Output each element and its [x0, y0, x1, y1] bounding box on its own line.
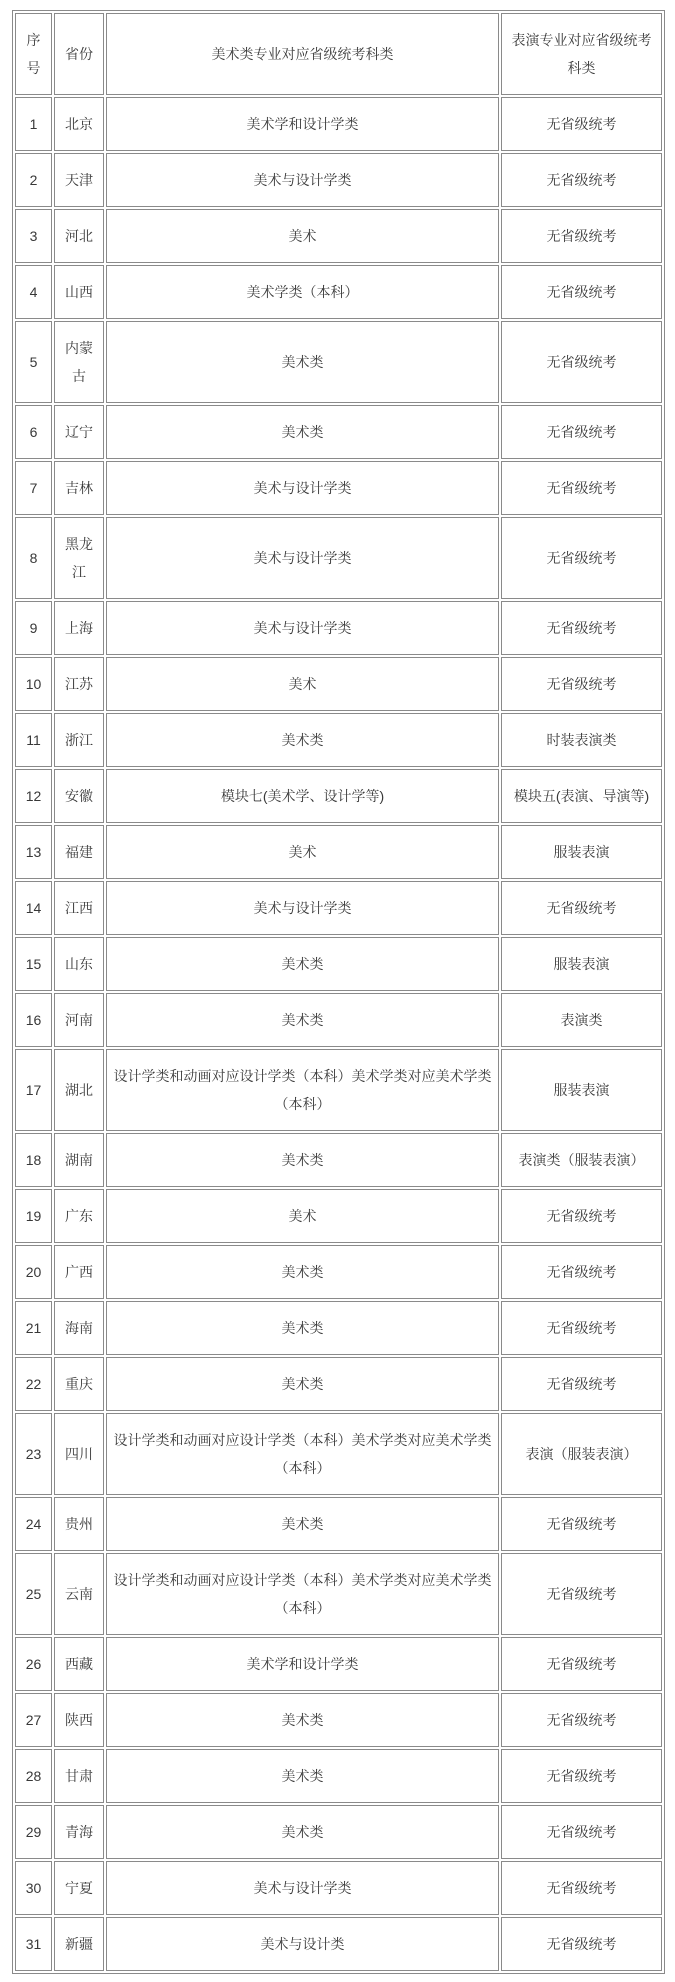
- performance-category-cell: 服装表演: [501, 937, 662, 991]
- art-category-cell: 美术类: [106, 1357, 499, 1411]
- row-number-cell: 30: [15, 1861, 52, 1915]
- header-province: 省份: [54, 13, 104, 95]
- performance-category-cell: 无省级统考: [501, 1805, 662, 1859]
- art-category-cell: 美术类: [106, 1133, 499, 1187]
- performance-category-cell: 无省级统考: [501, 405, 662, 459]
- performance-category-cell: 无省级统考: [501, 1497, 662, 1551]
- province-cell: 西藏: [54, 1637, 104, 1691]
- table-row: [15, 1693, 662, 1747]
- table-row: [15, 1413, 662, 1495]
- province-cell: 宁夏: [54, 1861, 104, 1915]
- art-category-cell: 美术类: [106, 321, 499, 403]
- row-number-cell: 14: [15, 881, 52, 935]
- table-row: [15, 1301, 662, 1355]
- art-category-cell: 设计学类和动画对应设计学类（本科）美术学类对应美术学类（本科）: [106, 1049, 499, 1131]
- table-row: [15, 937, 662, 991]
- performance-category-cell: 无省级统考: [501, 657, 662, 711]
- performance-category-cell: 无省级统考: [501, 1749, 662, 1803]
- row-number-cell: 23: [15, 1413, 52, 1495]
- table-row: [15, 153, 662, 207]
- header-performance-category: 表演专业对应省级统考科类: [501, 13, 662, 95]
- row-number-cell: 31: [15, 1917, 52, 1971]
- table-row: [15, 1049, 662, 1131]
- row-number-cell: 4: [15, 265, 52, 319]
- row-number-cell: 8: [15, 517, 52, 599]
- art-category-cell: 美术与设计学类: [106, 461, 499, 515]
- art-category-cell: 美术与设计学类: [106, 153, 499, 207]
- table-row: [15, 1637, 662, 1691]
- province-cell: 北京: [54, 97, 104, 151]
- table-row: [15, 1189, 662, 1243]
- province-cell: 陕西: [54, 1693, 104, 1747]
- row-number-cell: 24: [15, 1497, 52, 1551]
- performance-category-cell: 模块五(表演、导演等): [501, 769, 662, 823]
- performance-category-cell: 时装表演类: [501, 713, 662, 767]
- table-row: [15, 713, 662, 767]
- table-row: [15, 321, 662, 403]
- province-cell: 重庆: [54, 1357, 104, 1411]
- art-category-cell: 模块七(美术学、设计学等): [106, 769, 499, 823]
- province-cell: 上海: [54, 601, 104, 655]
- province-cell: 湖北: [54, 1049, 104, 1131]
- header-art-category: 美术类专业对应省级统考科类: [106, 13, 499, 95]
- province-cell: 云南: [54, 1553, 104, 1635]
- table-body: [15, 97, 662, 1971]
- art-category-cell: 美术: [106, 825, 499, 879]
- art-category-cell: 美术类: [106, 993, 499, 1047]
- province-cell: 河北: [54, 209, 104, 263]
- row-number-cell: 25: [15, 1553, 52, 1635]
- row-number-cell: 13: [15, 825, 52, 879]
- performance-category-cell: 无省级统考: [501, 1861, 662, 1915]
- performance-category-cell: 无省级统考: [501, 321, 662, 403]
- table-row: [15, 657, 662, 711]
- province-cell: 江苏: [54, 657, 104, 711]
- province-cell: 新疆: [54, 1917, 104, 1971]
- province-cell: 贵州: [54, 1497, 104, 1551]
- art-category-cell: 美术学类（本科）: [106, 265, 499, 319]
- performance-category-cell: 无省级统考: [501, 517, 662, 599]
- row-number-cell: 1: [15, 97, 52, 151]
- art-category-cell: 美术类: [106, 713, 499, 767]
- table-row: [15, 209, 662, 263]
- header-row-number: 序号: [15, 13, 52, 95]
- performance-category-cell: 服装表演: [501, 825, 662, 879]
- row-number-cell: 11: [15, 713, 52, 767]
- row-number-cell: 5: [15, 321, 52, 403]
- row-number-cell: 27: [15, 1693, 52, 1747]
- art-category-cell: 美术类: [106, 405, 499, 459]
- art-category-cell: 美术与设计学类: [106, 517, 499, 599]
- row-number-cell: 12: [15, 769, 52, 823]
- row-number-cell: 18: [15, 1133, 52, 1187]
- performance-category-cell: 无省级统考: [501, 1917, 662, 1971]
- performance-category-cell: 无省级统考: [501, 153, 662, 207]
- table-row: [15, 265, 662, 319]
- performance-category-cell: 无省级统考: [501, 1357, 662, 1411]
- province-cell: 河南: [54, 993, 104, 1047]
- province-cell: 辽宁: [54, 405, 104, 459]
- art-category-cell: 美术类: [106, 937, 499, 991]
- row-number-cell: 2: [15, 153, 52, 207]
- art-category-cell: 美术学和设计学类: [106, 1637, 499, 1691]
- art-category-cell: 设计学类和动画对应设计学类（本科）美术学类对应美术学类（本科）: [106, 1553, 499, 1635]
- row-number-cell: 9: [15, 601, 52, 655]
- row-number-cell: 3: [15, 209, 52, 263]
- province-cell: 山东: [54, 937, 104, 991]
- performance-category-cell: 无省级统考: [501, 1245, 662, 1299]
- table-row: [15, 1497, 662, 1551]
- table-row: [15, 1917, 662, 1971]
- row-number-cell: 16: [15, 993, 52, 1047]
- art-category-cell: 美术类: [106, 1497, 499, 1551]
- table-row: [15, 97, 662, 151]
- row-number-cell: 26: [15, 1637, 52, 1691]
- table-row: [15, 881, 662, 935]
- province-cell: 江西: [54, 881, 104, 935]
- province-cell: 浙江: [54, 713, 104, 767]
- performance-category-cell: 无省级统考: [501, 1189, 662, 1243]
- row-number-cell: 20: [15, 1245, 52, 1299]
- art-category-cell: 美术: [106, 209, 499, 263]
- row-number-cell: 7: [15, 461, 52, 515]
- art-category-cell: 美术类: [106, 1805, 499, 1859]
- art-category-cell: 美术与设计学类: [106, 601, 499, 655]
- performance-category-cell: 无省级统考: [501, 1637, 662, 1691]
- table-row: [15, 1553, 662, 1635]
- table-row: [15, 993, 662, 1047]
- art-category-cell: 美术类: [106, 1693, 499, 1747]
- table-row: [15, 601, 662, 655]
- row-number-cell: 19: [15, 1189, 52, 1243]
- performance-category-cell: 表演（服装表演）: [501, 1413, 662, 1495]
- province-cell: 海南: [54, 1301, 104, 1355]
- table-row: [15, 1357, 662, 1411]
- performance-category-cell: 无省级统考: [501, 881, 662, 935]
- table-row: [15, 769, 662, 823]
- row-number-cell: 15: [15, 937, 52, 991]
- row-number-cell: 6: [15, 405, 52, 459]
- table-row: [15, 461, 662, 515]
- row-number-cell: 17: [15, 1049, 52, 1131]
- table-row: [15, 1861, 662, 1915]
- province-cell: 内蒙古: [54, 321, 104, 403]
- performance-category-cell: 无省级统考: [501, 1693, 662, 1747]
- province-cell: 福建: [54, 825, 104, 879]
- performance-category-cell: 表演类: [501, 993, 662, 1047]
- performance-category-cell: 无省级统考: [501, 265, 662, 319]
- province-cell: 天津: [54, 153, 104, 207]
- table-row: [15, 825, 662, 879]
- province-cell: 安徽: [54, 769, 104, 823]
- province-cell: 广西: [54, 1245, 104, 1299]
- performance-category-cell: 服装表演: [501, 1049, 662, 1131]
- art-category-cell: 美术与设计类: [106, 1917, 499, 1971]
- art-category-cell: 美术类: [106, 1301, 499, 1355]
- table-row: [15, 1805, 662, 1859]
- province-exam-category-table: [12, 10, 665, 1974]
- province-cell: 广东: [54, 1189, 104, 1243]
- table-row: [15, 405, 662, 459]
- province-cell: 吉林: [54, 461, 104, 515]
- table-row: [15, 1245, 662, 1299]
- table-header-row: [15, 13, 662, 95]
- table-row: [15, 517, 662, 599]
- province-cell: 湖南: [54, 1133, 104, 1187]
- art-category-cell: 设计学类和动画对应设计学类（本科）美术学类对应美术学类（本科）: [106, 1413, 499, 1495]
- row-number-cell: 21: [15, 1301, 52, 1355]
- performance-category-cell: 无省级统考: [501, 1553, 662, 1635]
- art-category-cell: 美术: [106, 1189, 499, 1243]
- row-number-cell: 10: [15, 657, 52, 711]
- performance-category-cell: 表演类（服装表演）: [501, 1133, 662, 1187]
- art-category-cell: 美术与设计学类: [106, 1861, 499, 1915]
- art-category-cell: 美术: [106, 657, 499, 711]
- art-category-cell: 美术与设计学类: [106, 881, 499, 935]
- province-cell: 黑龙江: [54, 517, 104, 599]
- table-row: [15, 1133, 662, 1187]
- row-number-cell: 29: [15, 1805, 52, 1859]
- province-cell: 四川: [54, 1413, 104, 1495]
- performance-category-cell: 无省级统考: [501, 601, 662, 655]
- row-number-cell: 28: [15, 1749, 52, 1803]
- province-cell: 山西: [54, 265, 104, 319]
- table-row: [15, 1749, 662, 1803]
- row-number-cell: 22: [15, 1357, 52, 1411]
- performance-category-cell: 无省级统考: [501, 461, 662, 515]
- art-category-cell: 美术学和设计学类: [106, 97, 499, 151]
- art-category-cell: 美术类: [106, 1245, 499, 1299]
- province-cell: 甘肃: [54, 1749, 104, 1803]
- performance-category-cell: 无省级统考: [501, 97, 662, 151]
- province-cell: 青海: [54, 1805, 104, 1859]
- performance-category-cell: 无省级统考: [501, 1301, 662, 1355]
- art-category-cell: 美术类: [106, 1749, 499, 1803]
- performance-category-cell: 无省级统考: [501, 209, 662, 263]
